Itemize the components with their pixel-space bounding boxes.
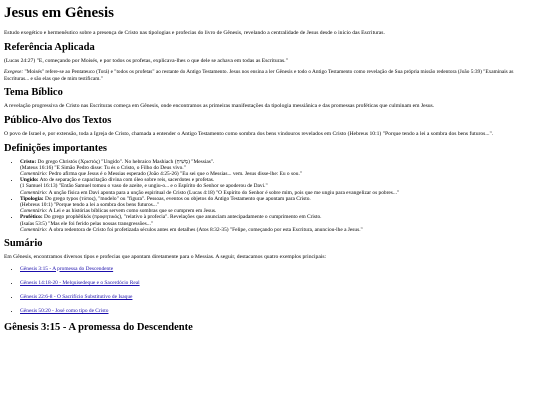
definition-verse: (Mateus 16:16) "E Simão Pedro disse: Tu és o Cristo, o Filho do Deus vivo." <box>20 164 186 171</box>
summary-link-genesis-14-18[interactable]: Gênesis 14:18-20 - Melquisedeque e o Sacerdócio Real <box>20 279 140 286</box>
definition-term: Ungido: <box>20 177 39 184</box>
comment-label: Comentário: <box>20 170 48 177</box>
definition-verse: (Isaías 53:5) "Mas ele foi ferido pelas nossas transgressões..." <box>20 220 153 227</box>
comment-label: Comentário: <box>20 189 48 196</box>
summary-link-list <box>4 266 536 315</box>
section-heading-publico: Público-Alvo dos Textos <box>4 114 112 126</box>
definition-comment: A unção física em Davi aponta para a unção espiritual de Cristo (Lucas 4:18) "O Espírito do Senhor é sobre mim, pois que me ungiu para evangelizar os pobres..." <box>48 189 400 196</box>
list-item <box>20 280 536 286</box>
summary-link-genesis-50-20[interactable]: Gênesis 50:20 - José como tipo de Cristo <box>20 308 109 315</box>
definition-item <box>20 159 536 178</box>
definition-text: Do grego typos (τύπος), "modelo" ou "figura". Pessoas, eventos ou objetos do Antigo Testamento que apontam para Cristo. <box>44 195 311 202</box>
section-heading-definicoes: Definições importantes <box>4 142 107 154</box>
section-heading-tema: Tema Bíblico <box>4 87 63 99</box>
definition-item <box>20 214 536 233</box>
definition-term: Cristo: <box>20 158 37 165</box>
definition-verse: (Hebreus 10:1) "Porque tendo a lei a sombra dos bens futuros..." <box>20 201 159 208</box>
publico-paragraph: O povo de Israel e, por extensão, toda a Igreja de Cristo, chamada a entender o Antigo Testamento como sombra dos bens vindouros revelados em Cristo (Hebreus 10:1) "Porque tendo a lei a sombra dos bens futuros...". <box>4 130 494 137</box>
exegese-text: "Moisés" refere-se ao Pentateuco (Torá) e "todos os profetas" ao restante do Antigo Testamento. Jesus nos ensina a ler Gênesis e todo o Antigo Testamento como revelação de Sua própria missão redentora (João 5:39) "Examinais as Escrituras... e são elas que de mim testificam." <box>4 69 514 82</box>
comment-label: Comentário: <box>20 226 48 233</box>
exegese-label: Exegese: <box>4 69 24 76</box>
exegese-note <box>4 69 536 82</box>
definition-item <box>20 177 536 196</box>
definition-term: Profético: <box>20 214 43 221</box>
list-item <box>20 308 536 314</box>
section-heading-referencia: Referência Aplicada <box>4 41 95 53</box>
sumario-paragraph: Em Gênesis, encontramos diversos tipos e profecias que apontam diretamente para o Messias. A seguir, destacamos quatro exemplos principais: <box>4 254 327 260</box>
list-item <box>20 266 536 272</box>
intro-paragraph: Estudo exegético e hermenêutico sobre a presença de Cristo nas tipologias e profecias do livro de Gênesis, revelando a centralidade de Jesus desde o início das Escrituras. <box>4 30 385 36</box>
definition-term: Tipologia: <box>20 195 44 202</box>
reference-verse: (Lucas 24:27) "E, começando por Moisés, e por todos os profetas, explicava-lhes o que dele se achava em todas as Escrituras." <box>4 57 288 64</box>
definition-text: Do grego prophētikós (προφητικός), "relativo à profecia". Revelações que anunciam antecipadamente o cumprimento em Cristo. <box>44 214 322 221</box>
page-title: Jesus em Gênesis <box>4 5 114 21</box>
tema-paragraph: A revelação progressiva de Cristo nas Escrituras começa em Gênesis, onde encontramos as primeiras manifestações da tipologia messiânica e das promessas proféticas que culminam em Jesus. <box>4 103 435 110</box>
summary-link-genesis-22-6[interactable]: Gênesis 22:6-8 - O Sacrifício Substitutivo de Isaque <box>20 294 133 300</box>
definition-verse: (1 Samuel 16:13) "Então Samuel tomou o vaso de azeite, e ungiu-o... e o Espírito do Senhor se apoderou de Davi." <box>20 183 268 190</box>
definition-comment: A Lei e as histórias bíblicas servem como sombras que se cumprem em Jesus. <box>48 208 217 215</box>
list-item <box>20 294 536 300</box>
summary-link-genesis-3-15[interactable]: Gênesis 3:15 - A promessa do Descendente <box>20 265 114 272</box>
section-heading-genesis-3-15: Gênesis 3:15 - A promessa do Descendente <box>4 322 193 334</box>
definition-text: Ato de separação e capacitação divina com óleo sobre reis, sacerdotes e profetas. <box>39 177 215 184</box>
definition-comment: A obra redentora de Cristo foi profetizada séculos antes em detalhes (Atos 8:32-35) "Felipe, começando por esta Escritura, anunciou-lhe a Jesus." <box>48 226 363 233</box>
comment-label: Comentário: <box>20 208 48 215</box>
definitions-list <box>4 159 536 233</box>
definition-item <box>20 196 536 215</box>
definition-text: Do grego Christós (Χριστός) "Ungido". No hebraico Mashiach (מָשִׁיחַ) "Messias". <box>37 158 215 165</box>
definition-comment: Pedro afirma que Jesus é o Messias esperado (João 4:25-26) "Eu sei que o Messias... vem. Jesus disse-lhe: Eu o sou." <box>48 170 302 177</box>
section-heading-sumario: Sumário <box>4 238 43 249</box>
